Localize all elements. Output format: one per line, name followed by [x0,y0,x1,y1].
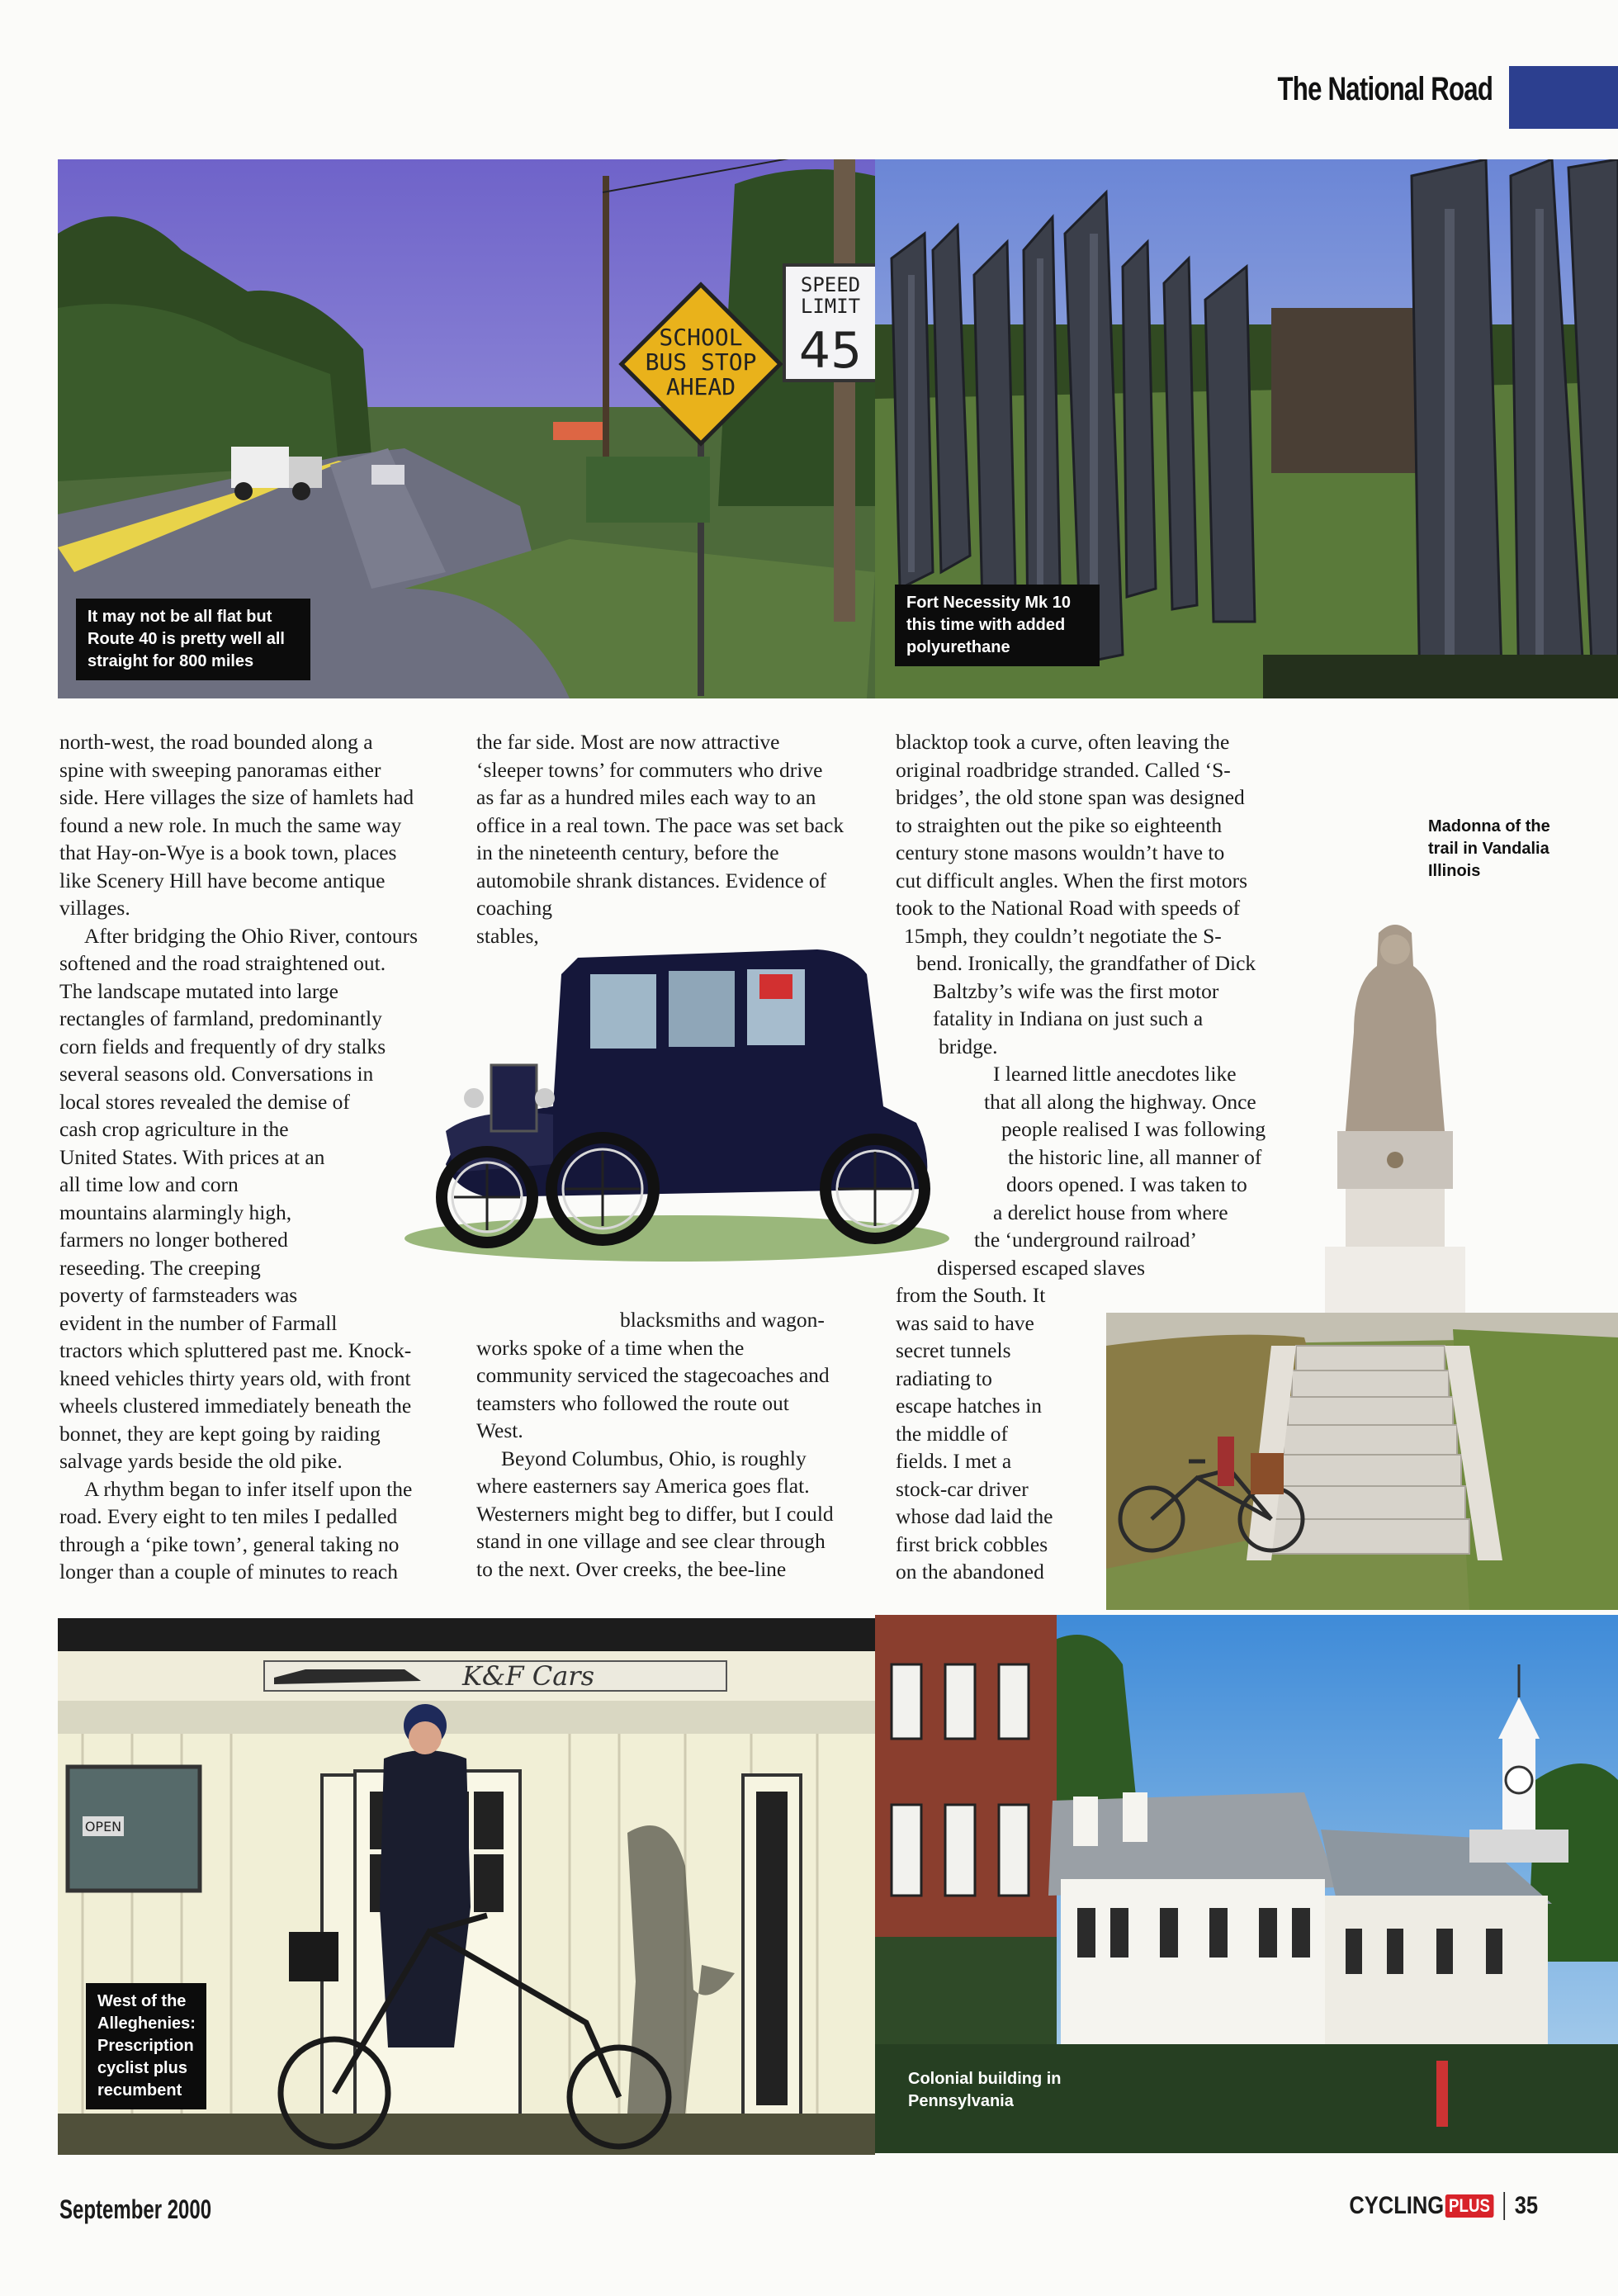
paragraph-line: on the abandoned [896,1560,1044,1584]
paragraph-line: bridge. [939,1034,998,1058]
paragraph-line: United States. With prices at an [59,1144,325,1169]
svg-text:AHEAD: AHEAD [665,373,736,400]
paragraph-line: as far as a hundred miles each way to an [476,785,816,809]
paragraph-line: was said to have [896,1310,1034,1335]
paragraph-line: fatality in Indiana on just such a [933,1006,1204,1030]
page-number: 35 [1514,2192,1538,2219]
paragraph-line: A rhythm began to infer itself upon the [84,1476,413,1501]
svg-text:45: 45 [798,322,863,380]
fort-necessity-caption: Fort Necessity Mk 10 this time with added polyurethane [895,585,1100,666]
paragraph-line: the far side. Most are now attractive [476,730,780,754]
paragraph-line: office in a real town. The pace was set back [476,812,844,837]
brand-plus-badge: PLUS [1445,2194,1493,2218]
section-title: The National Road [1277,71,1493,107]
paragraph-line: road. Every eight to ten miles I pedalled [59,1504,398,1528]
paragraph-line: century stone masons wouldn’t have to [896,840,1225,864]
fort-necessity-photo [875,159,1618,698]
paragraph-line: escape hatches in [896,1394,1042,1418]
section-accent-bar [1509,66,1618,129]
paragraph-line: Baltzby’s wife was the first motor [933,978,1219,1003]
svg-text:SCHOOL: SCHOOL [659,324,743,351]
kf-cars-sign: K&F Cars [461,1660,595,1692]
paragraph-line: spine with sweeping panoramas either [59,757,381,782]
paragraph-line: like Scenery Hill have become antique [59,868,386,892]
paragraph-line: several seasons old. Conversations in [59,1062,374,1086]
paragraph-line: first brick cobbles [896,1531,1048,1556]
magazine-brand [1349,2192,1538,2220]
colonial-building-caption: Colonial building in Pennsylvania [908,2070,1062,2110]
issue-date: September 2000 [59,2194,212,2224]
paragraph-line: bridges’, the old stone span was designed [896,785,1245,809]
paragraph-line: rectangles of farmland, predominantly [59,1006,382,1030]
paragraph-line: community serviced the stagecoaches and [476,1363,830,1387]
paragraph-line: corn fields and frequently of dry stalks [59,1034,386,1058]
paragraph-line: reseeding. The creeping [59,1255,261,1280]
paragraph-line: all time low and corn [59,1172,239,1196]
colonial-building-photo [875,1615,1618,2153]
paragraph-line: I learned little anecdotes like [993,1062,1237,1086]
paragraph-line: where easterners say America goes flat. [476,1474,810,1498]
madonna-statue-image [1321,916,1469,1313]
paragraph-line: villages. [59,896,130,920]
paragraph-line: kneed vehicles thirty years old, with front [59,1366,411,1390]
paragraph-line: that all along the highway. Once [984,1089,1256,1114]
model-t-car-image [388,941,966,1271]
paragraph-line: ‘sleeper towns’ for commuters who drive [476,757,823,782]
paragraph-line: found a new role. In much the same way [59,812,402,837]
paragraph-line: automobile shrank distances. Evidence of [476,868,827,892]
paragraph-line: The landscape mutated into large [59,978,338,1003]
paragraph-line: cash crop agriculture in the [59,1117,289,1141]
paragraph-line: bonnet, they are kept going by raiding [59,1421,381,1446]
paragraph-line: farmers no longer bothered [59,1228,288,1252]
madonna-caption: Madonna of the trail in Vandalia Illinois [1428,817,1550,880]
paragraph-line: stock-car driver [896,1476,1029,1501]
paragraph-line: works spoke of a time when the [476,1335,745,1360]
paragraph-line: the ‘underground railroad’ [974,1228,1198,1252]
paragraph-line: people realised I was following [1001,1117,1266,1141]
paragraph-line: mountains alarmingly high, [59,1200,292,1224]
paragraph-line: north-west, the road bounded along a [59,730,373,754]
paragraph-line: salvage yards beside the old pike. [59,1449,343,1473]
paragraph-line: to straighten out the pike so eighteenth [896,812,1223,837]
paragraph-line: side. Here villages the size of hamlets had [59,785,414,809]
paragraph-line: Westerners might beg to differ, but I could [476,1501,834,1526]
paragraph-line: a derelict house from where [993,1200,1228,1224]
paragraph-line: bend. Ironically, the grandfather of Dick [916,951,1256,975]
footer-divider [1503,2192,1505,2220]
brand-name: CYCLING [1349,2192,1445,2219]
kf-cars-photo [58,1618,875,2155]
paragraph-line: took to the National Road with speeds of [896,896,1241,920]
paragraph-line: Beyond Columbus, Ohio, is roughly [501,1446,807,1470]
paragraph-line: through a ‘pike town’, general taking no [59,1531,400,1556]
paragraph-line: cut difficult angles. When the first motors [896,868,1248,892]
paragraph-line: original roadbridge stranded. Called ‘S- [896,757,1231,782]
paragraph-line: evident in the number of Farmall [59,1310,338,1335]
kf-cars-caption: West of the Alleghenies: Prescription cyclist plus recumbent [86,1983,206,2109]
article-column-3 [896,728,1333,1586]
paragraph-line: 15mph, they couldn’t negotiate the S- [904,923,1222,948]
paragraph-line: doors opened. I was taken to [1006,1172,1247,1196]
paragraph-line: stand in one village and see clear through [476,1529,826,1553]
paragraph-line: poverty of farmsteaders was [59,1283,298,1307]
paragraph-line: After bridging the Ohio River, contours [84,923,419,948]
paragraph-line: West. [476,1418,523,1442]
paragraph-line: the historic line, all manner of [1008,1144,1262,1169]
paragraph-line: blacktop took a curve, often leaving the [896,730,1230,754]
paragraph-line: wheels clustered immediately beneath the [59,1394,412,1418]
paragraph-line: local stores revealed the demise of [59,1089,350,1114]
paragraph-line: fields. I met a [896,1449,1012,1473]
article-column-2-top [476,728,881,949]
paragraph-line: secret tunnels [896,1338,1011,1362]
paragraph-line: teamsters who followed the route out [476,1390,789,1415]
paragraph-line: longer than a couple of minutes to reach [59,1560,398,1584]
paragraph-line: that Hay-on-Wye is a book town, places [59,840,397,864]
paragraph-line: from the South. It [896,1283,1046,1307]
paragraph-line: whose dad laid the [896,1504,1053,1528]
paragraph-line: radiating to [896,1366,992,1390]
svg-text:SPEED: SPEED [800,273,861,296]
paragraph-line: to the next. Over creeks, the bee-line [476,1556,787,1581]
paragraph-line: dispersed escaped slaves [937,1255,1146,1280]
paragraph-line: stables, [476,923,539,948]
open-sign: OPEN [84,1819,122,1834]
paragraph-line: coaching [476,896,553,920]
article-column-2-bottom [476,1306,881,1583]
paragraph-line: softened and the road straightened out. [59,951,386,975]
svg-text:LIMIT: LIMIT [800,295,861,318]
paragraph-line: tractors which spluttered past me. Knock- [59,1338,412,1362]
route40-photo [58,159,875,698]
paragraph-line: in the nineteenth century, before the [476,840,779,864]
route40-caption: It may not be all flat but Route 40 is pretty well all straight for 800 miles [76,599,310,680]
svg-text:BUS STOP: BUS STOP [645,348,757,376]
paragraph-line: blacksmiths and wagon- [620,1308,825,1332]
paragraph-line: the middle of [896,1421,1008,1446]
